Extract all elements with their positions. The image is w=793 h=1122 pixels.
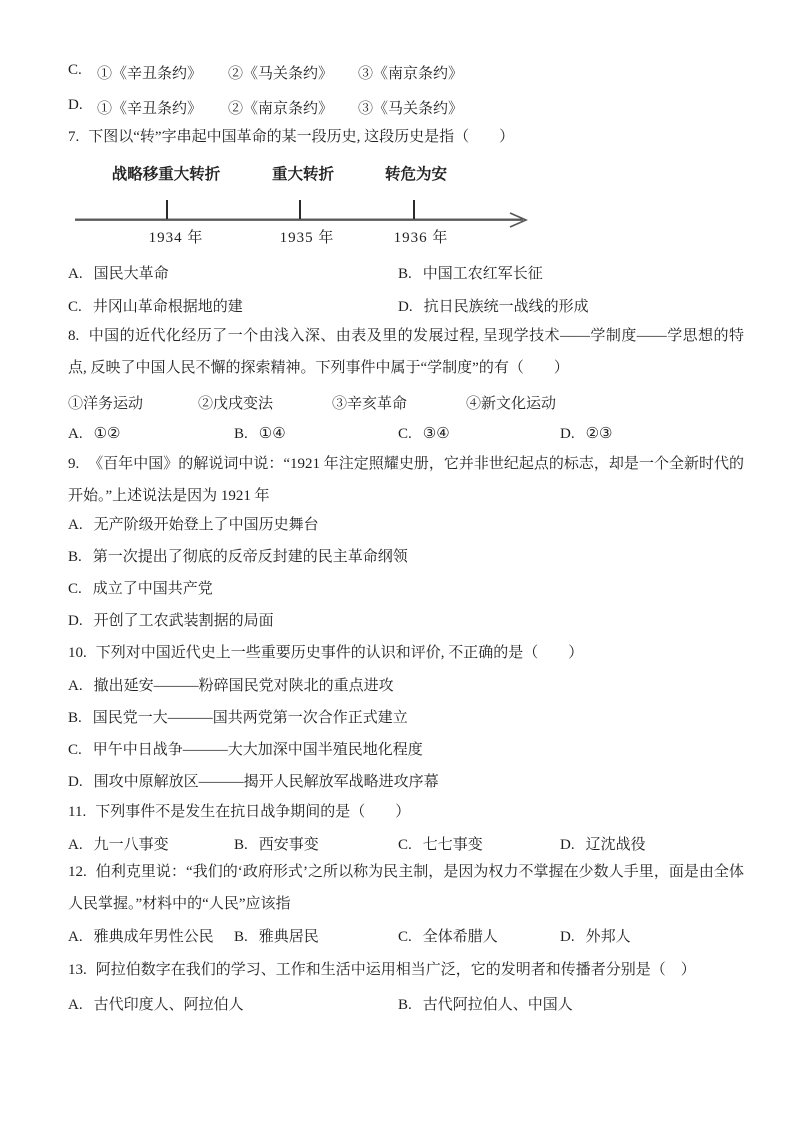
numbered-item: ④新文化运动 <box>466 396 557 412</box>
option-text: 撤出延安———粉碎国民党对陕北的重点进攻 <box>93 678 394 694</box>
option-label: D. <box>560 837 575 853</box>
option-text: 围攻中原解放区———揭开人民解放军战略进攻序幕 <box>93 774 439 790</box>
option-text: 古代阿拉伯人、中国人 <box>422 997 573 1013</box>
option-text: 开创了工农武装割据的局面 <box>93 613 274 629</box>
option-d <box>560 925 631 946</box>
option-text: 成立了中国共产党 <box>92 581 213 597</box>
option-label: D. <box>560 426 575 442</box>
option-label: C. <box>398 837 412 853</box>
option-a <box>68 262 169 283</box>
question-text: 下列对中国近代史上一些重要历史事件的认识和评价, 不正确的是（ ） <box>95 645 584 661</box>
timeline-tick-1936 <box>413 200 415 219</box>
option-text: 第一次提出了彻底的反帝反封建的民主革命纲领 <box>92 549 408 565</box>
q9-option-b <box>68 547 408 567</box>
question-number: 8. <box>68 328 80 344</box>
question-text: 中国的近代化经历了一个由浅入深、由表及里的发展过程, 呈现学技术——学制度——学思想的特点, 反映了中国人民不懈的探索精神。下列事件中属于“学制度”的有（ ） <box>68 328 744 376</box>
option-label: D. <box>68 613 83 629</box>
option-a <box>68 833 169 854</box>
option-label: C. <box>68 62 82 78</box>
question-text: 下列事件不是发生在抗日战争期间的是（ ） <box>95 804 411 820</box>
question-number: 7. <box>68 129 80 145</box>
q10-option-a <box>68 676 394 696</box>
option-text: 古代印度人、阿拉伯人 <box>93 997 244 1013</box>
timeline-tick-1935 <box>299 200 301 219</box>
question-number: 10. <box>68 645 87 661</box>
option-label: A. <box>68 997 83 1013</box>
option-text: 无产阶级开始登上了中国历史舞台 <box>93 517 319 533</box>
q10-option-b <box>68 708 408 728</box>
option-text: 国民大革命 <box>93 266 169 282</box>
option-c <box>398 925 498 946</box>
option-c <box>68 295 243 316</box>
option-text: 九一八事变 <box>93 837 169 853</box>
q9-option-a <box>68 515 319 535</box>
option-b <box>234 833 319 854</box>
option-d <box>560 833 646 854</box>
option-part: ①《辛丑条约》 <box>97 66 203 82</box>
option-label: A. <box>68 426 83 442</box>
option-text: ①④ <box>258 426 286 442</box>
q11-options-row <box>68 833 744 855</box>
option-label: C. <box>398 426 412 442</box>
option-text: 辽沈战役 <box>585 837 646 853</box>
q8-items-row <box>68 392 744 414</box>
option-label: D. <box>560 929 575 945</box>
question-number: 9. <box>68 456 80 472</box>
option-text: 外邦人 <box>585 929 631 945</box>
q11-stem <box>68 802 410 822</box>
option-a <box>68 925 214 946</box>
q7-stem <box>68 127 514 147</box>
q8-stem <box>68 320 744 384</box>
numbered-item: ②戊戌变法 <box>198 396 274 412</box>
option-label: D. <box>398 299 413 315</box>
option-b <box>398 262 543 283</box>
option-c <box>398 424 450 443</box>
option-part: ②《南京条约》 <box>228 101 334 117</box>
q12-options-row <box>68 925 744 947</box>
question-number: 11. <box>68 804 87 820</box>
option-text: ③④ <box>422 426 450 442</box>
option-c <box>398 833 483 854</box>
option-b <box>234 925 319 946</box>
option-label: A. <box>68 517 83 533</box>
timeline-year-label: 1935 年 <box>279 230 335 246</box>
option-part: ③《马关条约》 <box>358 101 464 117</box>
q9-stem <box>68 448 744 512</box>
option-label: B. <box>398 266 412 282</box>
q13-options-row <box>68 993 744 1015</box>
option-label: B. <box>398 997 412 1013</box>
option-text: ①② <box>93 426 121 442</box>
question-number: 13. <box>68 962 87 978</box>
question-text: 《百年中国》的解说词中说：“1921 年注定照耀史册，它并非世纪起点的标志，却是一个全新时代的开始。”上述说法是因为 1921 年 <box>68 456 744 504</box>
option-label: B. <box>68 710 82 726</box>
question-text: 伯利克里说：“我们的‘政府形式’之所以称为民主制，是因为权力不掌握在少数人手里，面是由全体人民掌握。”材料中的“人民”应该指 <box>68 864 744 912</box>
option-a <box>68 424 121 443</box>
option-label: C. <box>68 581 82 597</box>
option-label: A. <box>68 266 83 282</box>
timeline-event-label: 战略移重大转折 <box>111 166 221 183</box>
option-label: B. <box>68 549 82 565</box>
option-label: C. <box>68 742 82 758</box>
q9-option-c <box>68 579 213 599</box>
option-label: A. <box>68 837 83 853</box>
option-label: D. <box>68 774 83 790</box>
q9-option-d <box>68 611 274 631</box>
timeline-event-label: 转危为安 <box>384 166 448 183</box>
q6-option-row-c <box>68 62 744 84</box>
option-b <box>398 993 573 1014</box>
option-part: ③《南京条约》 <box>358 66 464 82</box>
q8-options-row <box>68 424 744 446</box>
q7-options-row-2 <box>68 295 744 317</box>
option-label: A. <box>68 929 83 945</box>
option-text: 国民党一大———国共两党第一次合作正式建立 <box>92 710 408 726</box>
option-text: 甲午中日战争———大大加深中国半殖民地化程度 <box>92 742 423 758</box>
option-text: 雅典成年男性公民 <box>93 929 214 945</box>
q10-option-d <box>68 772 439 792</box>
option-d <box>560 424 613 443</box>
option-d <box>398 295 589 316</box>
option-text: 井冈山革命根据地的建 <box>92 299 243 315</box>
option-text: 全体希腊人 <box>422 929 498 945</box>
option-b <box>234 424 286 443</box>
q7-options-row-1 <box>68 262 744 284</box>
q6-option-row-d <box>68 97 744 119</box>
q13-stem <box>68 960 696 980</box>
numbered-item: ③辛亥革命 <box>332 396 408 412</box>
timeline-year-label: 1936 年 <box>393 230 449 246</box>
option-label: A. <box>68 678 83 694</box>
exam-content <box>68 0 744 1122</box>
timeline-year-label: 1934 年 <box>148 230 204 246</box>
option-label: B. <box>234 837 248 853</box>
question-text: 下图以“转”字串起中国革命的某一段历史, 这段历史是指（ ） <box>88 129 515 145</box>
option-text: 抗日民族统一战线的形成 <box>423 299 589 315</box>
option-label: C. <box>398 929 412 945</box>
option-label: B. <box>234 929 248 945</box>
option-label: C. <box>68 299 82 315</box>
numbered-item: ①洋务运动 <box>68 396 144 412</box>
q10-option-c <box>68 740 423 760</box>
option-part: ②《马关条约》 <box>228 66 334 82</box>
q7-timeline-figure <box>73 160 538 255</box>
option-label: D. <box>68 97 83 113</box>
q10-stem <box>68 643 583 663</box>
option-label: B. <box>234 426 248 442</box>
option-text: 西安事变 <box>258 837 319 853</box>
question-text: 阿拉伯数字在我们的学习、工作和生活中运用相当广泛，它的发明者和传播者分别是（ ） <box>95 962 696 978</box>
option-text: 中国工农红军长征 <box>422 266 543 282</box>
timeline-tick-1934 <box>166 200 168 219</box>
option-text: ②③ <box>585 426 613 442</box>
question-number: 12. <box>68 864 87 880</box>
timeline-event-label: 重大转折 <box>271 166 335 183</box>
option-a <box>68 993 244 1014</box>
option-text: 七七事变 <box>422 837 483 853</box>
q12-stem <box>68 856 744 920</box>
option-part: ①《辛丑条约》 <box>97 101 203 117</box>
option-text: 雅典居民 <box>258 929 319 945</box>
